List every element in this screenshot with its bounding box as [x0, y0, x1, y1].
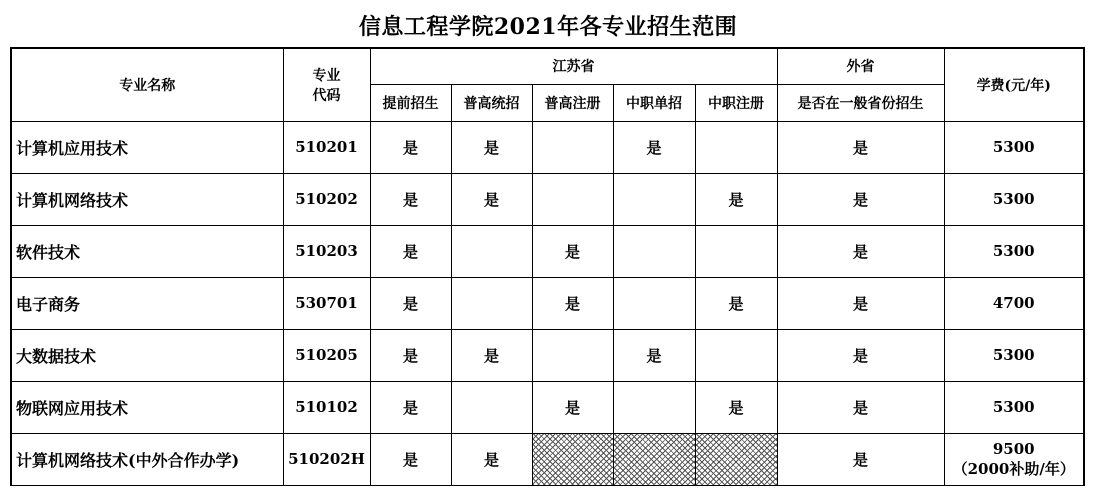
table-row	[11, 277, 1084, 329]
table-row	[11, 329, 1084, 381]
tuition-cell	[944, 381, 1084, 433]
tuition-amount: 5300	[992, 346, 1035, 364]
vocational-separate-cell: 是	[613, 329, 695, 381]
general-unified-cell	[451, 381, 532, 433]
other-province-cell: 是	[777, 329, 944, 381]
major-code-cell: 510202H	[283, 433, 370, 485]
header-other-province-general: 是否在一般省份招生	[777, 84, 944, 121]
general-registration-cell	[532, 329, 613, 381]
header-vocational-separate: 中职单招	[613, 84, 695, 121]
major-code-cell: 510202	[283, 173, 370, 225]
header-major-code-line2: 代码	[312, 87, 341, 104]
early-admission-cell: 是	[370, 433, 451, 485]
header-general-unified: 普高统招	[451, 84, 532, 121]
early-admission-cell: 是	[370, 225, 451, 277]
major-code-cell: 510102	[283, 381, 370, 433]
table-row	[11, 173, 1084, 225]
tuition-amount: 5300	[992, 398, 1035, 416]
tuition-amount: 9500	[992, 440, 1035, 458]
tuition-cell	[944, 121, 1084, 173]
other-province-cell: 是	[777, 277, 944, 329]
header-early-admission: 提前招生	[370, 84, 451, 121]
general-registration-cell	[532, 433, 613, 485]
early-admission-cell: 是	[370, 173, 451, 225]
vocational-registration-cell: 是	[695, 277, 777, 329]
general-registration-cell: 是	[532, 381, 613, 433]
early-admission-cell: 是	[370, 329, 451, 381]
general-unified-cell: 是	[451, 329, 532, 381]
other-province-cell: 是	[777, 433, 944, 485]
other-province-cell: 是	[777, 225, 944, 277]
vocational-separate-cell	[613, 277, 695, 329]
vocational-registration-cell: 是	[695, 173, 777, 225]
vocational-registration-cell	[695, 225, 777, 277]
vocational-separate-cell	[613, 433, 695, 485]
general-registration-cell: 是	[532, 225, 613, 277]
major-name-cell: 软件技术	[11, 225, 283, 277]
header-major-code	[283, 48, 370, 121]
tuition-cell	[944, 329, 1084, 381]
early-admission-cell: 是	[370, 277, 451, 329]
header-jiangsu: 江苏省	[370, 48, 777, 84]
major-name-cell: 大数据技术	[11, 329, 283, 381]
general-unified-cell: 是	[451, 173, 532, 225]
header-major-name: 专业名称	[11, 48, 283, 121]
vocational-separate-cell: 是	[613, 121, 695, 173]
header-vocational-registration: 中职注册	[695, 84, 777, 121]
general-registration-cell: 是	[532, 277, 613, 329]
general-unified-cell	[451, 277, 532, 329]
major-name-cell: 计算机应用技术	[11, 121, 283, 173]
major-name-cell: 物联网应用技术	[11, 381, 283, 433]
header-tuition: 学费(元/年)	[944, 48, 1084, 121]
header-other-province: 外省	[777, 48, 944, 84]
table-row	[11, 381, 1084, 433]
table-row	[11, 225, 1084, 277]
tuition-cell	[944, 225, 1084, 277]
tuition-amount: 5300	[992, 242, 1035, 260]
early-admission-cell: 是	[370, 121, 451, 173]
tuition-amount: 5300	[992, 190, 1035, 208]
general-unified-cell: 是	[451, 121, 532, 173]
header-general-registration: 普高注册	[532, 84, 613, 121]
tuition-note: （2000补助/年）	[952, 460, 1075, 478]
general-unified-cell: 是	[451, 433, 532, 485]
general-unified-cell	[451, 225, 532, 277]
vocational-separate-cell	[613, 381, 695, 433]
page-title: 信息工程学院2021年各专业招生范围	[358, 14, 738, 40]
major-name-cell: 电子商务	[11, 277, 283, 329]
major-code-cell: 510203	[283, 225, 370, 277]
header-major-code-line1: 专业	[312, 67, 341, 84]
major-code-cell: 510201	[283, 121, 370, 173]
vocational-separate-cell	[613, 225, 695, 277]
vocational-registration-cell	[695, 433, 777, 485]
vocational-registration-cell: 是	[695, 381, 777, 433]
vocational-registration-cell	[695, 329, 777, 381]
major-code-cell: 510205	[283, 329, 370, 381]
tuition-cell	[944, 173, 1084, 225]
general-registration-cell	[532, 173, 613, 225]
tuition-cell	[944, 277, 1084, 329]
table-row	[11, 433, 1084, 485]
enrollment-table	[10, 47, 1085, 486]
major-code-cell: 530701	[283, 277, 370, 329]
early-admission-cell: 是	[370, 381, 451, 433]
vocational-separate-cell	[613, 173, 695, 225]
vocational-registration-cell	[695, 121, 777, 173]
other-province-cell: 是	[777, 381, 944, 433]
tuition-amount: 5300	[992, 138, 1035, 156]
tuition-cell	[944, 433, 1084, 485]
general-registration-cell	[532, 121, 613, 173]
major-name-cell: 计算机网络技术(中外合作办学)	[11, 433, 283, 485]
tuition-amount: 4700	[992, 294, 1035, 312]
other-province-cell: 是	[777, 173, 944, 225]
other-province-cell: 是	[777, 121, 944, 173]
table-row	[11, 121, 1084, 173]
major-name-cell: 计算机网络技术	[11, 173, 283, 225]
